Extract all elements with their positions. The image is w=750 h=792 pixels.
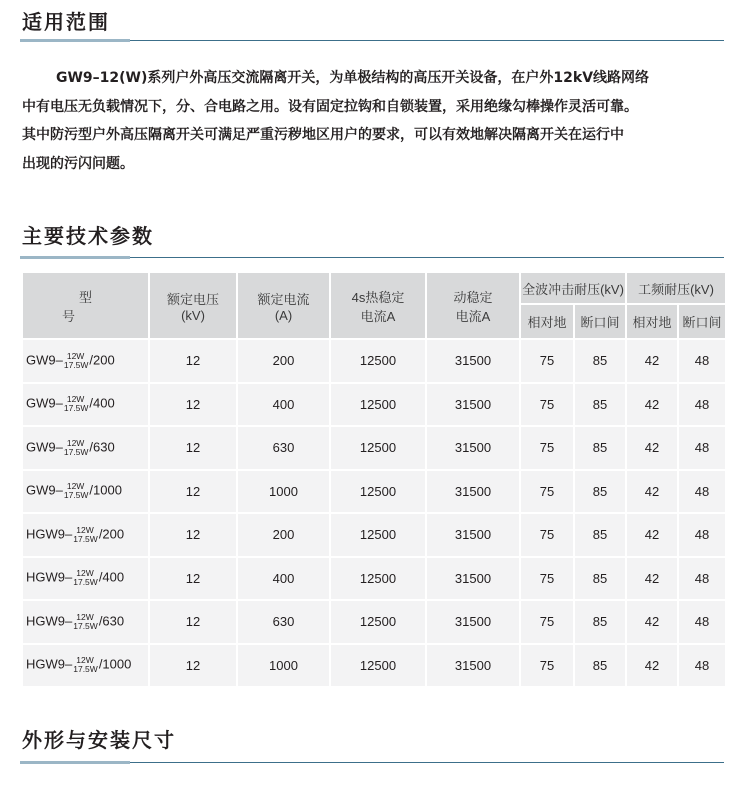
header-thermal-stability: 4s热稳定 电流A — [330, 272, 426, 339]
params-section-title: 主要技术参数 — [22, 224, 154, 248]
cell-pf-to-ground: 42 — [626, 644, 678, 688]
cell-rated-voltage: 12 — [149, 339, 237, 383]
cell-pf-to-ground: 42 — [626, 426, 678, 470]
cell-impulse-to-ground: 75 — [520, 339, 574, 383]
model-suffix: /400 — [98, 569, 125, 585]
cell-impulse-across-gap: 85 — [574, 383, 626, 427]
cell-impulse-across-gap: 85 — [574, 600, 626, 644]
table-row — [22, 426, 726, 470]
cell-rated-current: 200 — [237, 339, 330, 383]
model-variant-top: 12W — [76, 524, 94, 535]
cell-dynamic: 31500 — [426, 600, 520, 644]
cell-impulse-across-gap: 85 — [574, 644, 626, 688]
cell-pf-across-gap: 48 — [678, 557, 726, 601]
model-prefix: GW9– — [26, 352, 63, 368]
table-row — [22, 644, 726, 688]
table-row — [22, 383, 726, 427]
cell-thermal: 12500 — [330, 557, 426, 601]
model-variant-bottom: 17.5W — [63, 490, 89, 501]
cell-impulse-to-ground: 75 — [520, 513, 574, 557]
cell-impulse-across-gap: 85 — [574, 557, 626, 601]
cell-pf-across-gap: 48 — [678, 600, 726, 644]
model-variant — [64, 439, 89, 457]
cell-pf-to-ground: 42 — [626, 557, 678, 601]
scope-line: GW9–12(W)系列户外高压交流隔离开关，为单极结构的高压开关设备，在户外12kV线路网络 — [56, 70, 650, 86]
model-suffix: /1000 — [89, 482, 122, 498]
cell-rated-voltage: 12 — [149, 600, 237, 644]
header-rated-voltage: 额定电压 (kV) — [149, 272, 237, 339]
cell-dynamic: 31500 — [426, 470, 520, 514]
cell-model — [22, 513, 149, 557]
cell-rated-voltage: 12 — [149, 557, 237, 601]
cell-thermal: 12500 — [330, 383, 426, 427]
header-power-frequency-withstand: 工频耐压(kV) — [626, 272, 726, 304]
cell-pf-across-gap: 48 — [678, 339, 726, 383]
cell-impulse-to-ground: 75 — [520, 426, 574, 470]
model-variant — [64, 395, 89, 413]
header-pf-across-gap: 断口间 — [678, 304, 726, 339]
cell-impulse-across-gap: 85 — [574, 470, 626, 514]
model-variant-bottom: 17.5W — [73, 577, 98, 588]
table-row — [22, 339, 726, 383]
cell-thermal: 12500 — [330, 470, 426, 514]
table-row — [22, 600, 726, 644]
cell-impulse-to-ground: 75 — [520, 644, 574, 688]
table-row — [22, 470, 726, 514]
cell-thermal: 12500 — [330, 644, 426, 688]
header-pf-to-ground: 相对地 — [626, 304, 678, 339]
cell-model — [22, 644, 149, 688]
model-variant — [73, 656, 98, 674]
cell-pf-across-gap: 48 — [678, 470, 726, 514]
model-variant — [73, 613, 98, 631]
cell-pf-to-ground: 42 — [626, 383, 678, 427]
cell-rated-voltage: 12 — [149, 470, 237, 514]
model-variant-bottom: 17.5W — [73, 620, 98, 631]
model-prefix: GW9– — [26, 439, 63, 455]
cell-impulse-across-gap: 85 — [574, 339, 626, 383]
cell-impulse-across-gap: 85 — [574, 513, 626, 557]
table-row — [22, 557, 726, 601]
model-prefix: HGW9– — [26, 613, 73, 629]
cell-dynamic: 31500 — [426, 426, 520, 470]
cell-dynamic: 31500 — [426, 339, 520, 383]
cell-model — [22, 426, 149, 470]
cell-dynamic: 31500 — [426, 644, 520, 688]
model-suffix: /630 — [98, 613, 125, 629]
cell-model — [22, 600, 149, 644]
cell-impulse-across-gap: 85 — [574, 426, 626, 470]
cell-rated-current: 1000 — [237, 470, 330, 514]
model-suffix: /400 — [89, 395, 115, 411]
cell-rated-current: 200 — [237, 513, 330, 557]
model-variant-top: 12W — [66, 481, 85, 492]
cell-model — [22, 557, 149, 601]
cell-pf-across-gap: 48 — [678, 426, 726, 470]
cell-model — [22, 383, 149, 427]
cell-rated-current: 400 — [237, 383, 330, 427]
scope-line: 出现的污闪问题。 — [22, 155, 134, 172]
outline-section-title: 外形与安装尺寸 — [22, 728, 176, 752]
cell-thermal: 12500 — [330, 513, 426, 557]
model-variant — [73, 526, 98, 544]
cell-thermal: 12500 — [330, 426, 426, 470]
header-impulse-across-gap: 断口间 — [574, 304, 626, 339]
cell-impulse-to-ground: 75 — [520, 470, 574, 514]
model-variant-bottom: 17.5W — [73, 664, 98, 675]
cell-pf-to-ground: 42 — [626, 470, 678, 514]
model-prefix: HGW9– — [26, 569, 73, 585]
model-prefix: GW9– — [26, 482, 63, 498]
scope-section-title: 适用范围 — [22, 10, 110, 34]
scope-title-rule — [20, 40, 724, 41]
model-variant-top: 12W — [76, 655, 94, 666]
cell-pf-across-gap: 48 — [678, 644, 726, 688]
cell-pf-to-ground: 42 — [626, 600, 678, 644]
model-variant — [64, 482, 89, 500]
model-prefix: GW9– — [26, 395, 63, 411]
cell-pf-across-gap: 48 — [678, 513, 726, 557]
scope-line: 中有电压无负载情况下，分、合电路之用。设有固定拉钩和自锁装置，采用绝缘勾棒操作灵活可靠。 — [22, 98, 638, 115]
model-suffix: /630 — [89, 439, 115, 455]
cell-rated-voltage: 12 — [149, 426, 237, 470]
model-suffix: /200 — [89, 352, 115, 368]
cell-thermal: 12500 — [330, 600, 426, 644]
cell-rated-current: 630 — [237, 600, 330, 644]
header-rated-current: 额定电流 (A) — [237, 272, 330, 339]
model-prefix: HGW9– — [26, 526, 73, 542]
model-variant-top: 12W — [66, 394, 85, 405]
cell-impulse-to-ground: 75 — [520, 557, 574, 601]
cell-impulse-to-ground: 75 — [520, 383, 574, 427]
model-variant-bottom: 17.5W — [63, 446, 89, 457]
header-impulse-to-ground: 相对地 — [520, 304, 574, 339]
cell-rated-voltage: 12 — [149, 644, 237, 688]
scope-paragraph — [22, 64, 736, 178]
header-dynamic-stability: 动稳定 电流A — [426, 272, 520, 339]
model-variant — [64, 352, 89, 370]
cell-rated-current: 400 — [237, 557, 330, 601]
cell-rated-current: 1000 — [237, 644, 330, 688]
model-variant-bottom: 17.5W — [63, 359, 89, 370]
model-variant-top: 12W — [66, 437, 85, 448]
scope-line: 其中防污型户外高压隔离开关可满足严重污秽地区用户的要求，可以有效地解决隔离开关在运行中 — [22, 127, 624, 143]
model-suffix: /200 — [98, 526, 125, 542]
cell-rated-voltage: 12 — [149, 513, 237, 557]
cell-pf-to-ground: 42 — [626, 339, 678, 383]
header-model: 型号 — [22, 272, 149, 339]
model-variant-top: 12W — [76, 611, 94, 622]
cell-dynamic: 31500 — [426, 383, 520, 427]
table-row — [22, 513, 726, 557]
model-variant-top: 12W — [76, 568, 94, 579]
cell-impulse-to-ground: 75 — [520, 600, 574, 644]
params-title-rule — [20, 257, 724, 258]
header-impulse-withstand: 全波冲击耐压(kV) — [520, 272, 626, 304]
model-variant-bottom: 17.5W — [73, 533, 98, 544]
outline-title-rule — [20, 762, 724, 763]
technical-parameters-table — [21, 271, 727, 688]
cell-thermal: 12500 — [330, 339, 426, 383]
cell-rated-voltage: 12 — [149, 383, 237, 427]
cell-model — [22, 339, 149, 383]
cell-dynamic: 31500 — [426, 513, 520, 557]
model-prefix: HGW9– — [26, 656, 73, 672]
cell-dynamic: 31500 — [426, 557, 520, 601]
model-variant-bottom: 17.5W — [63, 403, 89, 414]
model-suffix: /1000 — [98, 656, 132, 672]
cell-model — [22, 470, 149, 514]
cell-rated-current: 630 — [237, 426, 330, 470]
cell-pf-across-gap: 48 — [678, 383, 726, 427]
model-variant — [73, 569, 98, 587]
model-variant-top: 12W — [66, 350, 85, 361]
cell-pf-to-ground: 42 — [626, 513, 678, 557]
